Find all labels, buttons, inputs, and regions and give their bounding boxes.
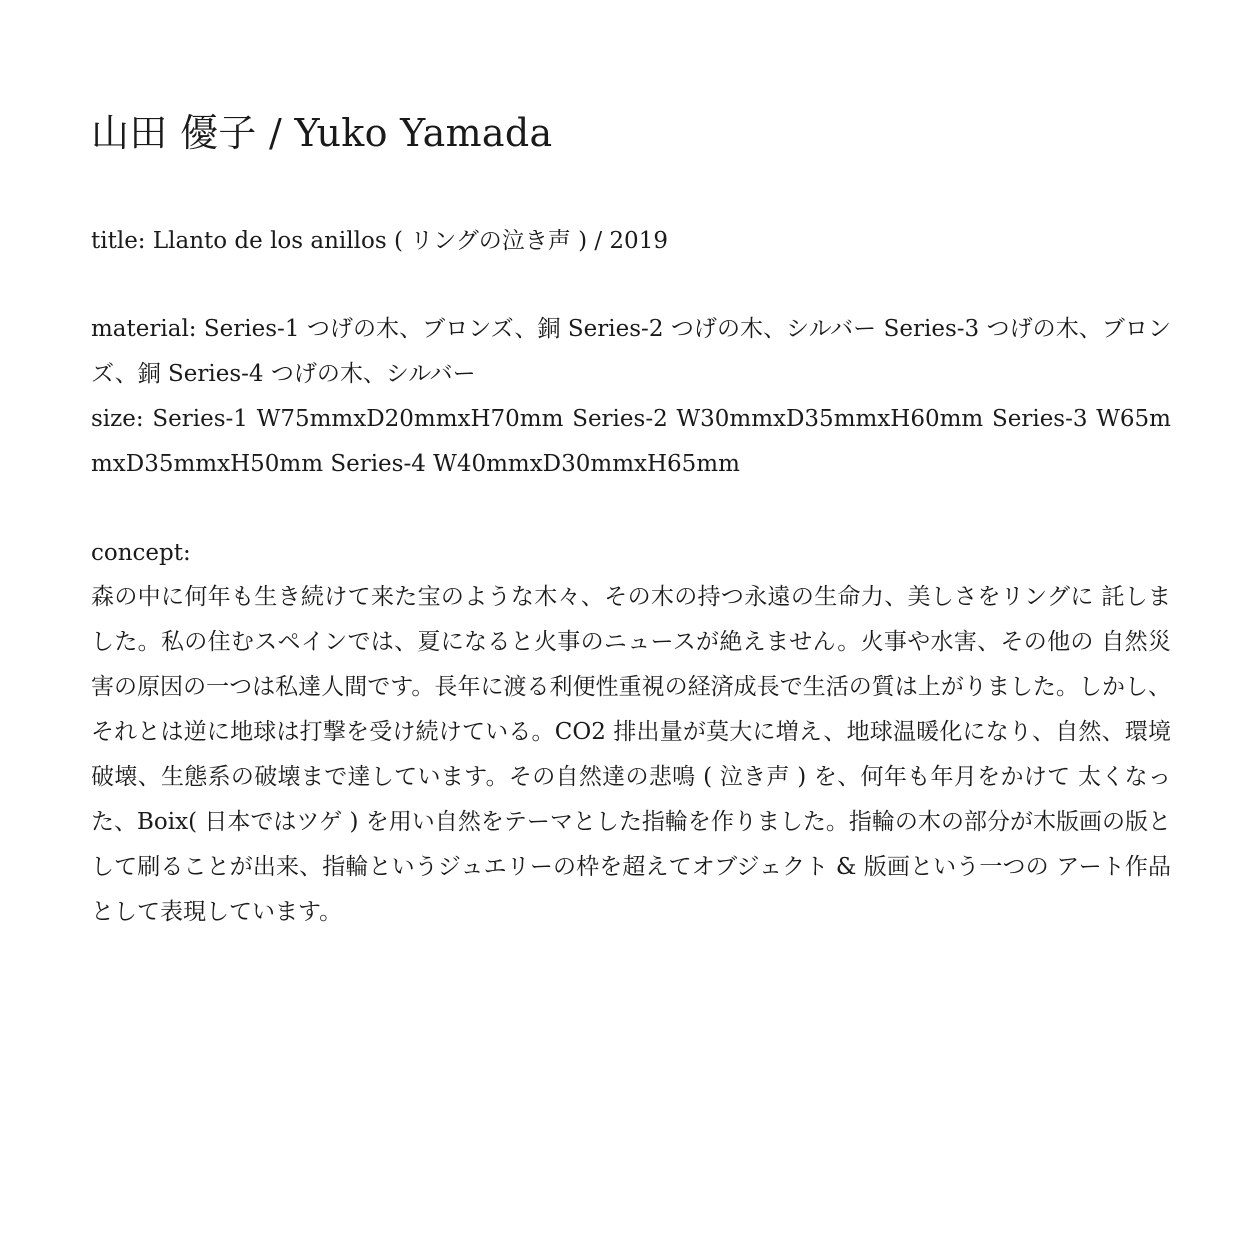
concept-text: 森の中に何年も生き続けて来た宝のような木々、その木の持つ永遠の生命力、美しさをリングに 託しました。私の住むスペインでは、夏になると火事のニュースが絶えません。火事や水害、その他の 自然災害の原因の一つは私達人間です。長年に渡る利便性重視の経済成長で生活の質は上がりました。しかし、それとは逆に地球は打撃を受け続けている。CO2 排出量が莫大に増え、地球温暖化になり、自然、環境破壊、生態系の破壊まで達しています。その自然達の悲鳴 ( 泣き声 ) を、何年も年月をかけて 太くなった、Boix( 日本ではツゲ ) を用い自然をテーマとした指輪を作りました。指輪の木の部分が木版画の版として刷ることが出来、指輪というジュエリーの枠を超えてオブジェクト & 版画という一つの アート作品として表現しています。	[91, 584, 1171, 925]
artist-name: 山田 優子 / Yuko Yamada	[91, 111, 553, 155]
work-material: material: Series-1 つげの木、ブロンズ、銅 Series-2 つげの木、シルバー Series-3 つげの木、ブロンズ、銅 Series-4 つげの木、シルバー	[91, 316, 1171, 387]
work-title: title: Llanto de los anillos ( リングの泣き声 ) / 2019	[91, 228, 668, 254]
concept-label: concept:	[91, 540, 191, 566]
work-size: size: Series-1 W75mmxD20mmxH70mm Series-2 W30mmxD35mmxH60mm Series-3 W65mmxD35mmxH50mm Series-4 W40mmxD30mmxH65mm	[91, 406, 1171, 477]
